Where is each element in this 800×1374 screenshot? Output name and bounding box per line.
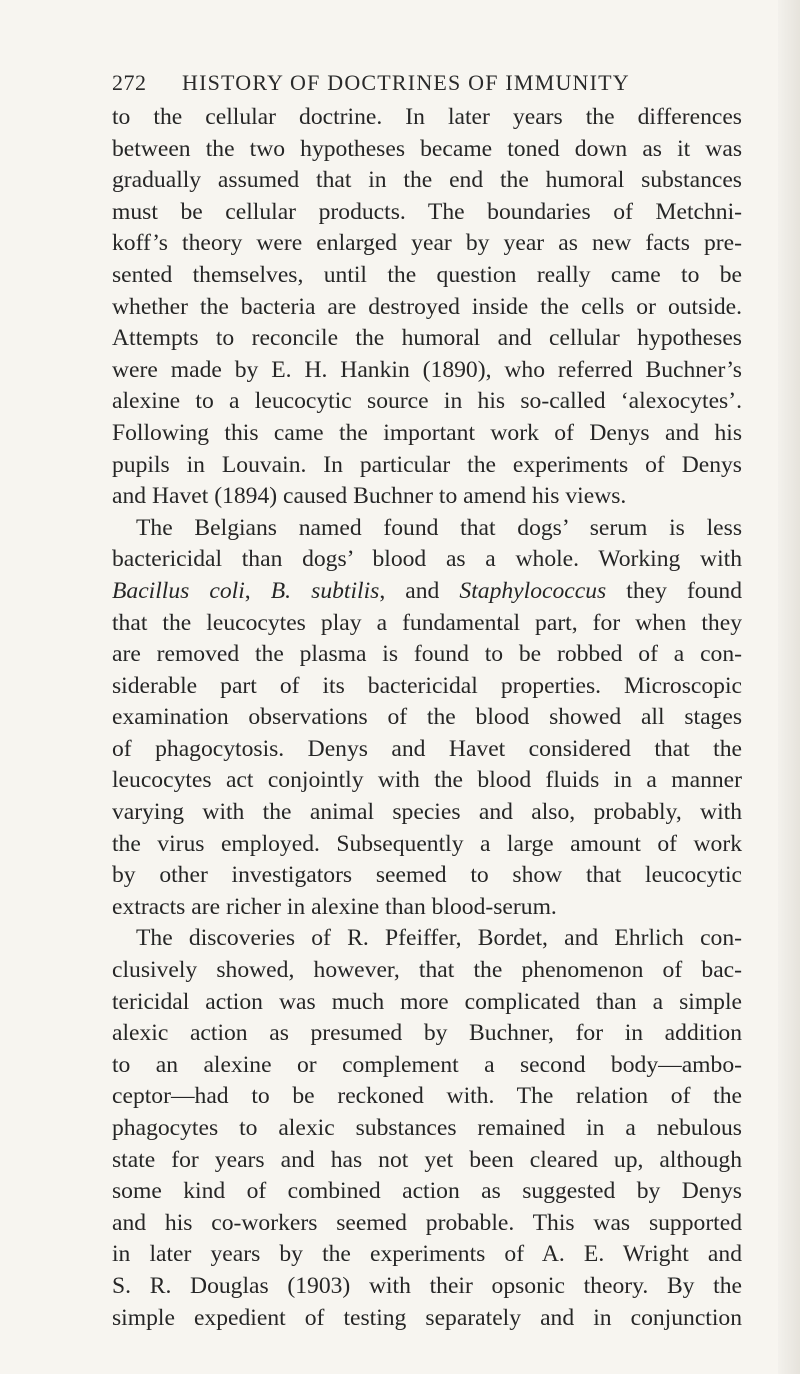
text-segment: some kind of combined action as suggested by Denys [112, 1178, 742, 1205]
text-segment: simple expedient of testing separately and in conjunction [112, 1304, 742, 1331]
text-line [112, 134, 742, 166]
text-line [112, 544, 742, 576]
text-segment: extracts are richer in alexine than blood-serum. [112, 893, 557, 920]
text-line [112, 1271, 742, 1303]
text-segment: must be cellular products. The boundaries of Metchni- [112, 198, 742, 225]
text-line [112, 734, 742, 766]
text-segment: alexine to a leucocytic source in his so-called ‘alexocytes’. [112, 388, 742, 415]
text-line [112, 165, 742, 197]
text-line [112, 1145, 742, 1177]
text-segment: and Havet (1894) caused Buchner to amend his views. [112, 483, 627, 510]
text-segment: clusively showed, however, that the phenomenon of bac- [112, 957, 742, 984]
text-line [112, 1050, 742, 1082]
text-segment: state for years and has not yet been cleared up, although [112, 1146, 742, 1173]
text-line [112, 955, 742, 987]
text-line [112, 702, 742, 734]
text-line [112, 860, 742, 892]
text-line [112, 323, 742, 355]
text-line [112, 450, 742, 482]
text-segment: are removed the plasma is found to be robbed of a con- [112, 641, 742, 668]
text-line [112, 418, 742, 450]
text-line [112, 102, 742, 134]
text-segment: gradually assumed that in the end the humoral substances [112, 167, 742, 194]
page-number: 272 [112, 70, 147, 95]
running-head [112, 70, 732, 106]
text-line [112, 1081, 742, 1113]
text-line [112, 1239, 742, 1271]
text-line [112, 355, 742, 387]
italic-text: B. subtilis [270, 577, 380, 604]
text-segment: whether the bacteria are destroyed inside the cells or outside. [112, 293, 742, 320]
text-segment: to the cellular doctrine. In later years the differences [112, 104, 742, 130]
body-text [112, 102, 742, 1334]
text-segment: siderable part of its bactericidal properties. Microscopic [112, 672, 742, 699]
text-segment: in later years by the experiments of A. E. Wright and [112, 1241, 742, 1268]
text-segment: S. R. Douglas (1903) with their opsonic theory. By the [112, 1272, 742, 1299]
text-line [112, 765, 742, 797]
text-line [112, 513, 742, 545]
text-segment: Attempts to reconcile the humoral and cellular hypotheses [112, 325, 742, 352]
text-line [112, 228, 742, 260]
text-segment: that the leucocytes play a fundamental part, for when they [112, 609, 742, 636]
text-line [112, 1303, 742, 1335]
text-segment: by other investigators seemed to show that leucocytic [112, 862, 742, 889]
text-segment: bactericidal than dogs’ blood as a whole. Working with [112, 546, 742, 573]
text-line [112, 829, 742, 861]
text-line [112, 608, 742, 640]
italic-text: Bacillus coli [112, 577, 245, 604]
text-segment: Following this came the important work of Denys and his [112, 419, 742, 446]
text-segment: phagocytes to alexic substances remained in a nebulous [112, 1115, 742, 1141]
text-line [112, 1208, 742, 1240]
text-segment: The Belgians named found that dogs’ serum is less [136, 514, 742, 541]
text-segment: examination observations of the blood showed all stages [112, 704, 742, 731]
text-segment: , [244, 577, 271, 604]
text-segment: they found [606, 577, 742, 604]
text-segment: leucocytes act conjointly with the blood fluids in a manner [112, 767, 742, 794]
italic-text: Staphylococcus [459, 577, 607, 604]
text-segment: tericidal action was much more complicated than a simple [112, 988, 742, 1015]
text-line [112, 386, 742, 418]
text-line [112, 987, 742, 1019]
text-line [112, 1113, 742, 1145]
text-segment: varying with the animal species and also, probably, with [112, 799, 742, 826]
text-line [112, 892, 742, 924]
text-line [112, 292, 742, 324]
text-segment: koff’s theory were enlarged year by year as new facts pre- [112, 230, 742, 257]
text-segment: alexic action as presumed by Buchner, for in addition [112, 1020, 742, 1047]
text-segment: ceptor—had to be reckoned with. The relation of the [112, 1083, 742, 1110]
text-segment: the virus employed. Subsequently a large amount of work [112, 830, 742, 857]
text-segment: pupils in Louvain. In particular the experiments of Denys [112, 451, 742, 478]
text-segment: , and [379, 577, 460, 604]
text-segment: of phagocytosis. Denys and Havet considered that the [112, 735, 742, 762]
text-line [112, 639, 742, 671]
text-segment: to an alexine or complement a second body—ambo- [112, 1051, 742, 1078]
text-line [112, 923, 742, 955]
text-line [112, 671, 742, 703]
text-segment: between the two hypotheses became toned down as it was [112, 135, 742, 162]
text-segment: were made by E. H. Hankin (1890), who referred Buchner’s [112, 356, 742, 383]
text-line [112, 481, 742, 513]
text-segment: and his co-workers seemed probable. This was supported [112, 1209, 742, 1236]
text-line [112, 576, 742, 608]
text-line [112, 1018, 742, 1050]
running-title: HISTORY OF DOCTRINES OF IMMUNITY [182, 70, 630, 95]
text-line [112, 1176, 742, 1208]
page-edge-shadow [778, 0, 800, 1374]
text-segment: sented themselves, until the question really came to be [112, 261, 742, 288]
text-line [112, 260, 742, 292]
text-line [112, 197, 742, 229]
text-segment: The discoveries of R. Pfeiffer, Bordet, and Ehrlich con- [136, 925, 742, 952]
text-line [112, 797, 742, 829]
